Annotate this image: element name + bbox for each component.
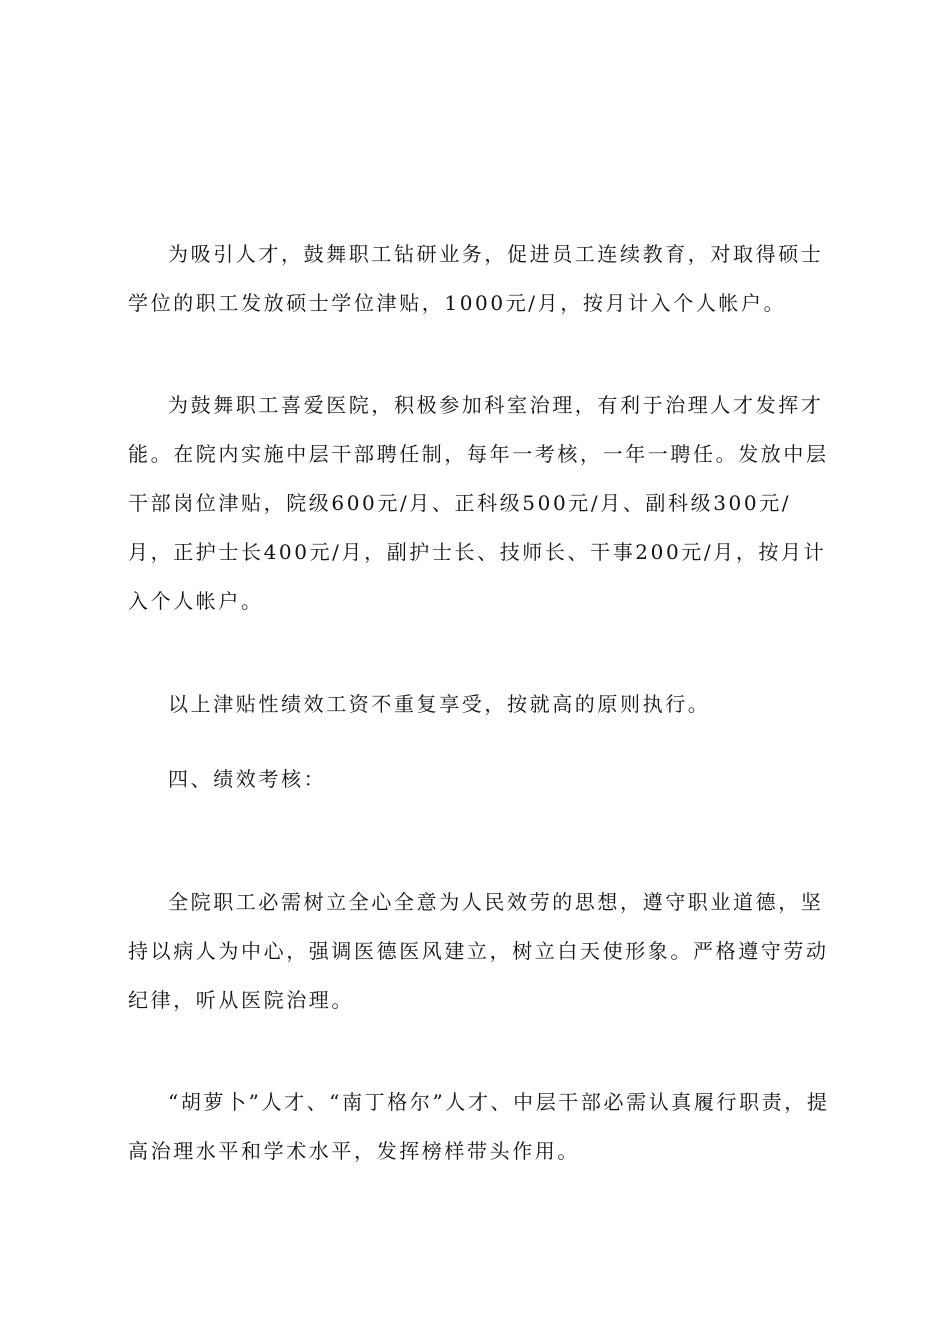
paragraph-no-duplicate-rule: 以上津贴性绩效工资不重复享受，按就高的原则执行。 — [168, 692, 711, 716]
section-heading-performance-assessment: 四、绩效考核： — [168, 767, 327, 791]
paragraph-master-degree-allowance: 为吸引人才，鼓舞职工钻研业务，促进员工连续教育，对取得硕士学位的职工发放硕士学位津贴，1000元/月，按月计入个人帐户。 — [128, 242, 824, 315]
paragraph-talent-duties: “胡萝卜”人才、“南丁格尔”人才、中层干部必需认真履行职责，提高治理水平和学术水平，发挥榜样带头作用。 — [128, 1090, 830, 1163]
paragraph-staff-conduct: 全院职工必需树立全心全意为人民效劳的思想，遵守职业道德，坚持以病人为中心，强调医德医风建立，树立白天使形象。严格遵守劳动纪律，听从医院治理。 — [128, 890, 829, 1012]
paragraph-middle-management-allowance: 为鼓舞职工喜爱医院，积极参加科室治理，有利于治理人才发挥才能。在院内实施中层干部聘任制，每年一考核，一年一聘任。发放中层干部岗位津贴，院级600元/月、正科级500元/月、副科级300元/月，正护士长400元/月，副护士长、技师长、干事200元/月，按月计入个人帐户。 — [128, 393, 829, 613]
